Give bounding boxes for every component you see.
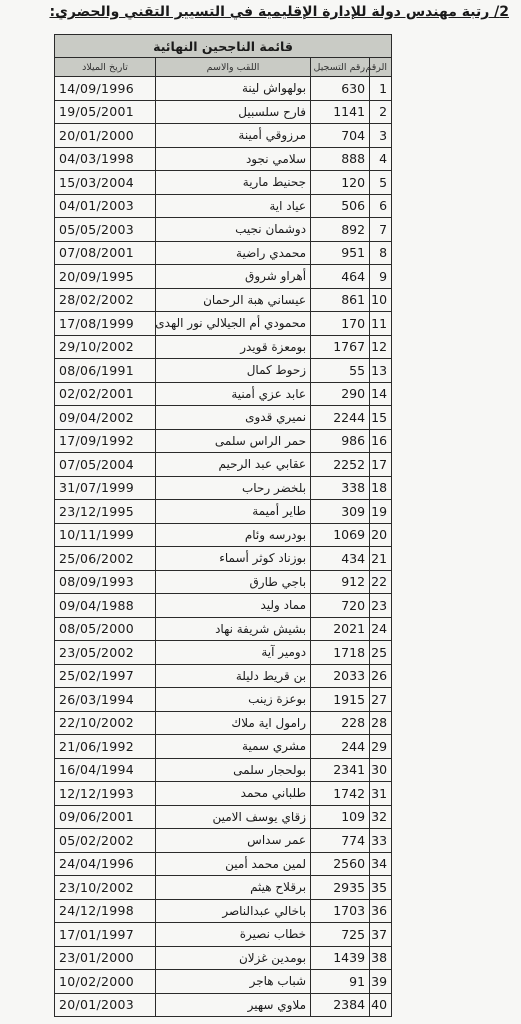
cell-number: 19 [370, 500, 392, 524]
cell-birth-date: 07/08/2001 [55, 241, 156, 265]
cell-full-name: زقاي يوسف الامين [156, 805, 311, 829]
cell-registration: 1439 [311, 946, 370, 970]
cell-full-name: بومعزة قويدر [156, 335, 311, 359]
table-title-row [55, 35, 392, 58]
cell-full-name: مماد وليد [156, 594, 311, 618]
cell-full-name: محمودي أم الجيلالي نور الهدى [156, 312, 311, 336]
cell-registration: 1141 [311, 100, 370, 124]
cell-number: 1 [370, 77, 392, 101]
cell-birth-date: 23/10/2002 [55, 876, 156, 900]
cell-registration: 434 [311, 547, 370, 571]
cell-full-name: أهراو شروق [156, 265, 311, 289]
cell-full-name: مشري سمية [156, 735, 311, 759]
cell-number: 39 [370, 970, 392, 994]
table-row [55, 805, 392, 829]
cell-registration: 309 [311, 500, 370, 524]
cell-full-name: رامول اية ملاك [156, 711, 311, 735]
cell-number: 34 [370, 852, 392, 876]
cell-full-name: سلامي نجود [156, 147, 311, 171]
table-row [55, 688, 392, 712]
table-row [55, 899, 392, 923]
table-row [55, 382, 392, 406]
cell-number: 13 [370, 359, 392, 383]
table-row [55, 523, 392, 547]
cell-registration: 290 [311, 382, 370, 406]
cell-full-name: عيساني هبة الرحمان [156, 288, 311, 312]
cell-full-name: باخالي عبدالناصر [156, 899, 311, 923]
cell-registration: 170 [311, 312, 370, 336]
cell-number: 3 [370, 124, 392, 148]
cell-number: 6 [370, 194, 392, 218]
cell-full-name: عياد اية [156, 194, 311, 218]
cell-birth-date: 22/10/2002 [55, 711, 156, 735]
cell-birth-date: 25/02/1997 [55, 664, 156, 688]
table-row [55, 758, 392, 782]
cell-full-name: بومدين غزلان [156, 946, 311, 970]
cell-number: 27 [370, 688, 392, 712]
cell-birth-date: 31/07/1999 [55, 476, 156, 500]
cell-number: 5 [370, 171, 392, 195]
cell-number: 29 [370, 735, 392, 759]
cell-registration: 2033 [311, 664, 370, 688]
cell-registration: 888 [311, 147, 370, 171]
table-row [55, 476, 392, 500]
cell-birth-date: 19/05/2001 [55, 100, 156, 124]
cell-registration: 774 [311, 829, 370, 853]
table-row [55, 993, 392, 1017]
cell-full-name: بلخضر رحاب [156, 476, 311, 500]
cell-number: 35 [370, 876, 392, 900]
table-row [55, 500, 392, 524]
table-row [55, 453, 392, 477]
cell-full-name: محمدي راضية [156, 241, 311, 265]
cell-birth-date: 04/03/1998 [55, 147, 156, 171]
cell-birth-date: 08/09/1993 [55, 570, 156, 594]
cell-full-name: شباب هاجر [156, 970, 311, 994]
cell-birth-date: 17/08/1999 [55, 312, 156, 336]
cell-full-name: نميري قدوى [156, 406, 311, 430]
cell-full-name: دوشمان نجيب [156, 218, 311, 242]
cell-registration: 704 [311, 124, 370, 148]
cell-full-name: جحنيط مارية [156, 171, 311, 195]
cell-birth-date: 09/06/2001 [55, 805, 156, 829]
cell-full-name: عمر سداس [156, 829, 311, 853]
cell-registration: 951 [311, 241, 370, 265]
cell-number: 37 [370, 923, 392, 947]
cell-number: 36 [370, 899, 392, 923]
cell-birth-date: 15/03/2004 [55, 171, 156, 195]
table-row [55, 194, 392, 218]
table-row [55, 359, 392, 383]
table-row [55, 77, 392, 101]
table-row [55, 100, 392, 124]
cell-number: 9 [370, 265, 392, 289]
cell-birth-date: 29/10/2002 [55, 335, 156, 359]
table-row [55, 664, 392, 688]
cell-birth-date: 10/02/2000 [55, 970, 156, 994]
table-row [55, 429, 392, 453]
header-reg: رقم التسجيل [311, 58, 370, 77]
cell-full-name: فارح سلسبيل [156, 100, 311, 124]
table-row [55, 782, 392, 806]
table-row [55, 406, 392, 430]
table-row [55, 594, 392, 618]
cell-full-name: بولهواش لينة [156, 77, 311, 101]
cell-full-name: برقلاح هيثم [156, 876, 311, 900]
cell-registration: 1718 [311, 641, 370, 665]
table-header-row [55, 58, 392, 77]
cell-number: 31 [370, 782, 392, 806]
table-row [55, 547, 392, 571]
cell-registration: 861 [311, 288, 370, 312]
cell-birth-date: 07/05/2004 [55, 453, 156, 477]
cell-registration: 1069 [311, 523, 370, 547]
cell-registration: 2560 [311, 852, 370, 876]
cell-birth-date: 26/03/1994 [55, 688, 156, 712]
cell-number: 23 [370, 594, 392, 618]
cell-registration: 55 [311, 359, 370, 383]
cell-number: 20 [370, 523, 392, 547]
cell-number: 2 [370, 100, 392, 124]
cell-birth-date: 05/05/2003 [55, 218, 156, 242]
cell-birth-date: 24/04/1996 [55, 852, 156, 876]
cell-registration: 912 [311, 570, 370, 594]
table-row [55, 923, 392, 947]
cell-full-name: بشيش شريفة نهاد [156, 617, 311, 641]
cell-number: 8 [370, 241, 392, 265]
header-num: الرقم [370, 58, 392, 77]
cell-registration: 91 [311, 970, 370, 994]
cell-birth-date: 02/02/2001 [55, 382, 156, 406]
cell-full-name: مرزوقي أمينة [156, 124, 311, 148]
results-table [54, 34, 392, 1017]
cell-birth-date: 08/06/1991 [55, 359, 156, 383]
cell-birth-date: 09/04/1988 [55, 594, 156, 618]
cell-full-name: بن قريط دليلة [156, 664, 311, 688]
cell-number: 38 [370, 946, 392, 970]
cell-birth-date: 23/12/1995 [55, 500, 156, 524]
cell-number: 28 [370, 711, 392, 735]
cell-number: 4 [370, 147, 392, 171]
cell-number: 26 [370, 664, 392, 688]
cell-birth-date: 16/04/1994 [55, 758, 156, 782]
cell-number: 32 [370, 805, 392, 829]
cell-full-name: خطاب نصيرة [156, 923, 311, 947]
cell-full-name: لمين محمد أمين [156, 852, 311, 876]
cell-registration: 2341 [311, 758, 370, 782]
cell-registration: 720 [311, 594, 370, 618]
cell-registration: 1767 [311, 335, 370, 359]
header-name: اللقب والاسم [156, 58, 311, 77]
table-row [55, 829, 392, 853]
table-row [55, 147, 392, 171]
table-row [55, 711, 392, 735]
table-row [55, 852, 392, 876]
cell-birth-date: 17/01/1997 [55, 923, 156, 947]
cell-birth-date: 21/06/1992 [55, 735, 156, 759]
cell-number: 14 [370, 382, 392, 406]
cell-number: 12 [370, 335, 392, 359]
table-row [55, 641, 392, 665]
cell-birth-date: 20/09/1995 [55, 265, 156, 289]
cell-full-name: دومير آية [156, 641, 311, 665]
cell-registration: 244 [311, 735, 370, 759]
cell-full-name: بوزناد كوثر أسماء [156, 547, 311, 571]
cell-birth-date: 20/01/2003 [55, 993, 156, 1017]
cell-registration: 1915 [311, 688, 370, 712]
table-row [55, 570, 392, 594]
cell-number: 40 [370, 993, 392, 1017]
cell-registration: 892 [311, 218, 370, 242]
cell-number: 30 [370, 758, 392, 782]
table-row [55, 312, 392, 336]
cell-birth-date: 17/09/1992 [55, 429, 156, 453]
cell-registration: 228 [311, 711, 370, 735]
table-body [55, 77, 392, 1017]
table-row [55, 218, 392, 242]
cell-birth-date: 08/05/2000 [55, 617, 156, 641]
cell-full-name: زحوط كمال [156, 359, 311, 383]
cell-birth-date: 23/01/2000 [55, 946, 156, 970]
cell-full-name: عابد عزي أمنية [156, 382, 311, 406]
table-row [55, 288, 392, 312]
cell-birth-date: 24/12/1998 [55, 899, 156, 923]
cell-number: 16 [370, 429, 392, 453]
section-heading: 2/ رتبة مهندس دولة للإدارة الإقليمية في التسيير التقني والحضري: [49, 4, 509, 20]
cell-registration: 109 [311, 805, 370, 829]
cell-registration: 2252 [311, 453, 370, 477]
cell-birth-date: 09/04/2002 [55, 406, 156, 430]
cell-birth-date: 10/11/1999 [55, 523, 156, 547]
cell-birth-date: 25/06/2002 [55, 547, 156, 571]
cell-registration: 1742 [311, 782, 370, 806]
table-row [55, 265, 392, 289]
table-row [55, 946, 392, 970]
cell-number: 10 [370, 288, 392, 312]
cell-full-name: عقابي عبد الرحيم [156, 453, 311, 477]
cell-registration: 2244 [311, 406, 370, 430]
table-row [55, 876, 392, 900]
header-date: تاريخ الميلاد [55, 58, 156, 77]
cell-number: 11 [370, 312, 392, 336]
cell-full-name: باجي طارق [156, 570, 311, 594]
cell-number: 24 [370, 617, 392, 641]
cell-birth-date: 20/01/2000 [55, 124, 156, 148]
cell-registration: 986 [311, 429, 370, 453]
cell-full-name: بودرسه وئام [156, 523, 311, 547]
cell-registration: 120 [311, 171, 370, 195]
cell-birth-date: 28/02/2002 [55, 288, 156, 312]
cell-registration: 464 [311, 265, 370, 289]
table-row [55, 241, 392, 265]
cell-number: 21 [370, 547, 392, 571]
cell-number: 33 [370, 829, 392, 853]
cell-full-name: طاير أميمة [156, 500, 311, 524]
cell-registration: 506 [311, 194, 370, 218]
table-row [55, 171, 392, 195]
cell-registration: 630 [311, 77, 370, 101]
cell-registration: 725 [311, 923, 370, 947]
cell-birth-date: 04/01/2003 [55, 194, 156, 218]
cell-full-name: طلباني محمد [156, 782, 311, 806]
cell-registration: 2935 [311, 876, 370, 900]
cell-birth-date: 05/02/2002 [55, 829, 156, 853]
cell-registration: 338 [311, 476, 370, 500]
cell-birth-date: 14/09/1996 [55, 77, 156, 101]
cell-birth-date: 23/05/2002 [55, 641, 156, 665]
cell-registration: 2384 [311, 993, 370, 1017]
cell-full-name: بولحجار سلمى [156, 758, 311, 782]
table-row [55, 970, 392, 994]
cell-number: 7 [370, 218, 392, 242]
cell-birth-date: 12/12/1993 [55, 782, 156, 806]
table-row [55, 617, 392, 641]
cell-full-name: ملاوي سهير [156, 993, 311, 1017]
cell-number: 25 [370, 641, 392, 665]
cell-number: 22 [370, 570, 392, 594]
table-row [55, 735, 392, 759]
cell-number: 15 [370, 406, 392, 430]
table-row [55, 335, 392, 359]
table-row [55, 124, 392, 148]
cell-registration: 2021 [311, 617, 370, 641]
cell-number: 17 [370, 453, 392, 477]
cell-number: 18 [370, 476, 392, 500]
cell-registration: 1703 [311, 899, 370, 923]
cell-full-name: حمر الراس سلمى [156, 429, 311, 453]
cell-full-name: بوعزة زينب [156, 688, 311, 712]
table-title: قائمة الناجحين النهائية [55, 35, 392, 58]
